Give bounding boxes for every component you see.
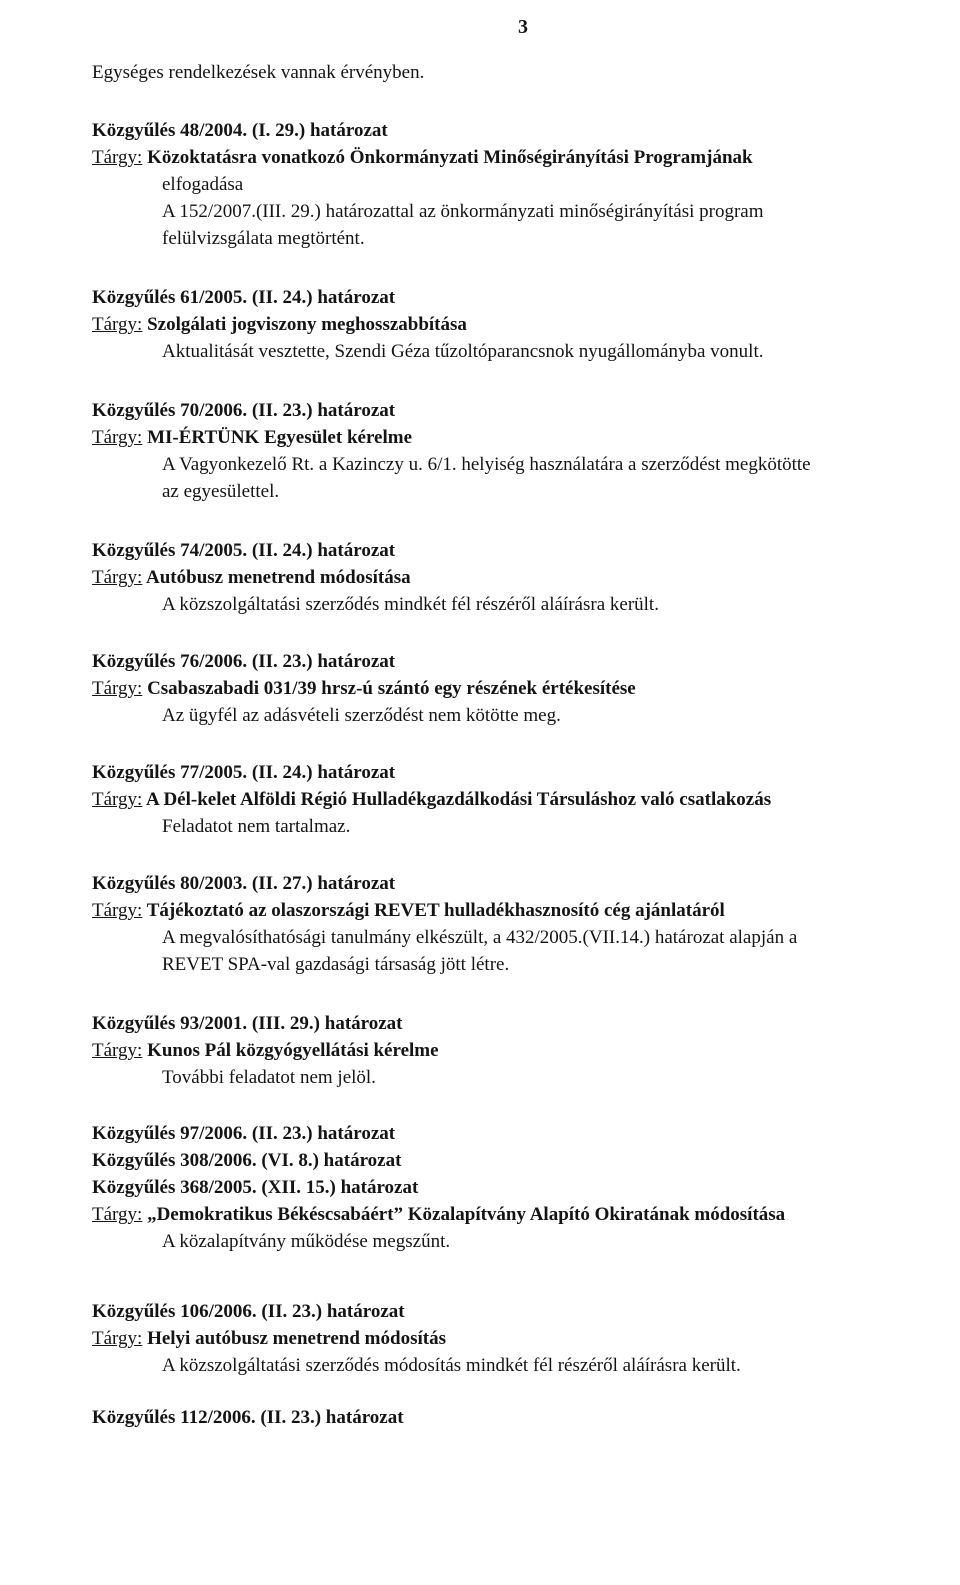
status-line: További feladatot nem jelöl. xyxy=(162,1067,376,1088)
subject-label: Tárgy: xyxy=(92,789,143,810)
status-line: A közszolgáltatási szerződés mindkét fél részéről aláírásra került. xyxy=(162,594,659,615)
resolution-block xyxy=(92,284,948,365)
resolution-heading: Közgyűlés 61/2005. (II. 24.) határozat xyxy=(92,287,396,308)
status-line: A közszolgáltatási szerződés módosítás mindkét fél részéről aláírásra került. xyxy=(162,1355,741,1376)
subject-label: Tárgy: xyxy=(92,1204,143,1225)
subject-label: Tárgy: xyxy=(92,678,143,699)
intro-text: Egységes rendelkezések vannak érvényben. xyxy=(92,62,425,83)
resolution-status xyxy=(92,702,948,729)
resolution-status xyxy=(92,1352,948,1379)
subject-line xyxy=(92,564,948,591)
status-line: Feladatot nem tartalmaz. xyxy=(162,816,351,837)
resolution-block xyxy=(92,648,948,729)
subject-line xyxy=(92,1037,948,1064)
subject-line xyxy=(92,1201,948,1228)
resolution-status xyxy=(92,1064,948,1091)
resolution-heading: Közgyűlés 70/2006. (II. 23.) határozat xyxy=(92,400,396,421)
subject-text: Közoktatásra vonatkozó Önkormányzati Minőségirányítási Programjának xyxy=(147,147,753,168)
resolution-status xyxy=(92,924,948,978)
resolution-status xyxy=(92,591,948,618)
subject-text: A Dél-kelet Alföldi Régió Hulladékgazdálkodási Társuláshoz való csatlakozás xyxy=(146,789,772,810)
resolution-block xyxy=(92,1120,948,1255)
subject-text: Kunos Pál közgyógyellátási kérelme xyxy=(147,1040,439,1061)
status-line: Aktualitását vesztette, Szendi Géza tűzoltóparancsnok nyugállományba vonult. xyxy=(162,341,764,362)
resolution-block xyxy=(92,870,948,978)
subject-text: Csabaszabadi 031/39 hrsz-ú szántó egy részének értékesítése xyxy=(147,678,636,699)
subject-line xyxy=(92,786,948,813)
subject-line xyxy=(92,1325,948,1352)
subject-label: Tárgy: xyxy=(92,427,143,448)
resolution-heading: Közgyűlés 48/2004. (I. 29.) határozat xyxy=(92,120,388,141)
status-line: A közalapítvány működése megszűnt. xyxy=(162,1231,451,1252)
resolution-heading: Közgyűlés 93/2001. (III. 29.) határozat xyxy=(92,1013,403,1034)
resolution-block xyxy=(92,537,948,618)
subject-text: „Demokratikus Békéscsabáért” Közalapítvány Alapító Okiratának módosítása xyxy=(147,1204,786,1225)
page-number: 3 xyxy=(518,16,528,38)
resolution-block xyxy=(92,397,948,505)
resolution-heading: Közgyűlés 112/2006. (II. 23.) határozat xyxy=(92,1407,404,1428)
subject-line xyxy=(92,144,948,171)
subject-continuation: elfogadása xyxy=(162,174,244,195)
status-line: felülvizsgálata megtörtént. xyxy=(162,228,365,249)
subject-label: Tárgy: xyxy=(92,567,143,588)
resolution-block xyxy=(92,759,948,840)
subject-line xyxy=(92,897,948,924)
resolution-heading: Közgyűlés 74/2005. (II. 24.) határozat xyxy=(92,540,396,561)
resolution-block xyxy=(92,1298,948,1379)
status-line: az egyesülettel. xyxy=(162,481,280,502)
resolution-status xyxy=(92,338,948,365)
resolution-heading: Közgyűlés 80/2003. (II. 27.) határozat xyxy=(92,873,396,894)
status-line: Az ügyfél az adásvételi szerződést nem kötötte meg. xyxy=(162,705,561,726)
resolution-heading: Közgyűlés 77/2005. (II. 24.) határozat xyxy=(92,762,396,783)
subject-label: Tárgy: xyxy=(92,1328,143,1349)
status-line: REVET SPA-val gazdasági társaság jött létre. xyxy=(162,954,510,975)
subject-text: Autóbusz menetrend módosítása xyxy=(146,567,411,588)
resolution-heading: Közgyűlés 368/2005. (XII. 15.) határozat xyxy=(92,1177,419,1198)
resolution-heading: Közgyűlés 106/2006. (II. 23.) határozat xyxy=(92,1301,405,1322)
status-line: A megvalósíthatósági tanulmány elkészült, a 432/2005.(VII.14.) határozat alapján a xyxy=(162,927,798,948)
subject-label: Tárgy: xyxy=(92,1040,143,1061)
subject-label: Tárgy: xyxy=(92,147,143,168)
resolution-heading: Közgyűlés 97/2006. (II. 23.) határozat xyxy=(92,1123,396,1144)
subject-text: MI-ÉRTÜNK Egyesület kérelme xyxy=(147,427,413,448)
resolution-block xyxy=(92,1404,948,1431)
status-line: A Vagyonkezelő Rt. a Kazinczy u. 6/1. helyiség használatára a szerződést megkötötte xyxy=(162,454,811,475)
subject-text: Tájékoztató az olaszországi REVET hulladékhasznosító cég ajánlatáról xyxy=(146,900,725,921)
status-line: A 152/2007.(III. 29.) határozattal az önkormányzati minőségirányítási program xyxy=(162,201,764,222)
resolution-heading: Közgyűlés 76/2006. (II. 23.) határozat xyxy=(92,651,396,672)
resolution-heading: Közgyűlés 308/2006. (VI. 8.) határozat xyxy=(92,1150,402,1171)
subject-line xyxy=(92,311,948,338)
resolution-block xyxy=(92,117,948,252)
subject-text: Helyi autóbusz menetrend módosítás xyxy=(147,1328,446,1349)
subject-label: Tárgy: xyxy=(92,900,143,921)
subject-label: Tárgy: xyxy=(92,314,143,335)
subject-text: Szolgálati jogviszony meghosszabbítása xyxy=(147,314,467,335)
subject-line xyxy=(92,424,948,451)
subject-line xyxy=(92,675,948,702)
resolution-status xyxy=(92,1228,948,1255)
resolution-status xyxy=(92,198,948,252)
resolution-status xyxy=(92,451,948,505)
resolution-status xyxy=(92,813,948,840)
resolution-block xyxy=(92,1010,948,1091)
